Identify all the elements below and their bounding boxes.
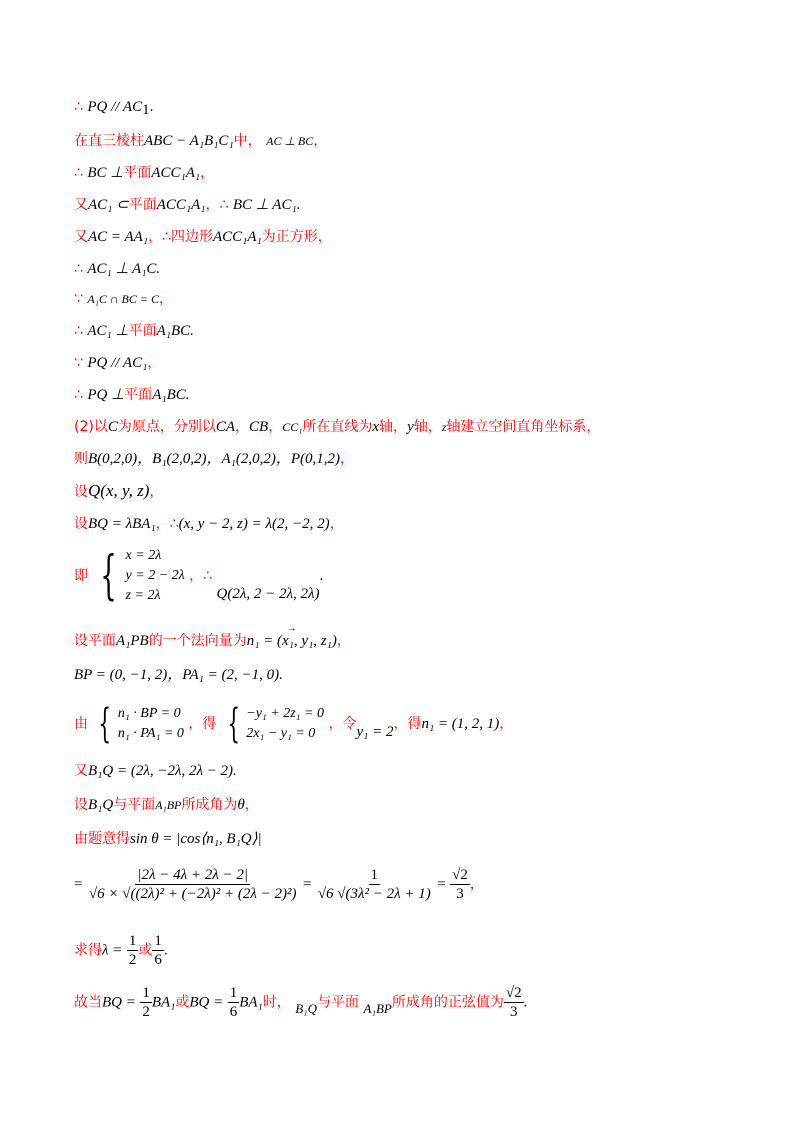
math-symbol: x — [372, 419, 380, 435]
text: 平面 — [123, 165, 152, 181]
text: ，令 — [328, 716, 357, 732]
text: 中， — [233, 133, 262, 149]
equation-system — [221, 701, 324, 747]
numerator: 1 — [128, 933, 137, 949]
text: 为正方形， — [261, 229, 332, 245]
fraction — [450, 866, 470, 903]
text: ， — [235, 419, 250, 435]
text: 或 — [138, 942, 153, 959]
text: ， — [336, 633, 351, 649]
math-expression: BC ⊥ — [87, 165, 124, 181]
numerator: 1 — [142, 985, 150, 1001]
system-lines — [118, 704, 184, 744]
line-19 — [74, 762, 237, 780]
therefore-symbol: ∴ — [74, 323, 83, 339]
math-symbol: θ — [237, 797, 245, 813]
math-expression: n₁ = (1, 2, 1) — [421, 716, 500, 732]
denominator: 6 — [154, 952, 162, 968]
line-1 — [74, 98, 153, 119]
text: 轴， — [379, 419, 408, 435]
math-expression: AC₁ ⊥ A₁C. — [87, 261, 161, 277]
math-expression: y₁ = 2 — [356, 724, 394, 740]
text: 设 — [74, 516, 88, 532]
math-expression: A₁BP — [155, 798, 182, 812]
line-15 — [74, 546, 323, 606]
math-expression: B₁Q — [88, 797, 114, 813]
equation: z = 2λ — [125, 588, 161, 603]
line-24 — [74, 984, 527, 1021]
text: 设 — [74, 797, 88, 813]
math-expression: BQ = λBA₁ — [88, 516, 156, 532]
equation-system — [92, 701, 184, 747]
denominator: √6 × √((2λ)² + (−2λ)² + (2λ − 2)²) — [88, 886, 297, 902]
line-8 — [74, 322, 194, 340]
text: ，得 — [393, 716, 422, 732]
math-symbol: z — [441, 420, 447, 434]
line-4 — [74, 196, 300, 214]
text: 又 — [74, 763, 88, 779]
math-expression: BQ = — [189, 994, 224, 1011]
line-12 — [74, 450, 354, 468]
fraction — [316, 866, 433, 903]
math-expression: BP = (0, −1, 2)，PA₁ = (2, −1, 0). — [74, 667, 283, 683]
line-11 — [74, 418, 600, 436]
text: (2)以 — [74, 419, 108, 435]
math-expression: AC ⊥ BC — [266, 134, 314, 148]
math-expression: sin θ = |cos⟨n₁, B₁Q⟩| — [130, 831, 262, 847]
subscript: 1 — [142, 102, 150, 118]
fraction — [228, 984, 240, 1021]
math-expression: A₁C ∩ BC = C — [87, 292, 159, 306]
math-expression: B(0,2,0)，B₁(2,0,2)，A₁(2,0,2)，P(0,1,2) — [88, 451, 341, 467]
text: 与平面 — [317, 994, 360, 1011]
text: 轴建立空间直角坐标系， — [446, 419, 601, 435]
text: 又 — [74, 197, 88, 213]
text: 或 — [175, 994, 190, 1011]
text: 所在直线为 — [302, 419, 373, 435]
therefore-symbol: ∴ — [74, 165, 83, 181]
line-21 — [74, 830, 262, 848]
line-17 — [74, 666, 283, 684]
text: 故当 — [74, 994, 102, 1011]
line-10 — [74, 386, 189, 404]
fraction — [140, 984, 152, 1021]
numerator: |2λ − 4λ + 2λ − 2| — [137, 867, 248, 883]
math-expression: ABC − A₁B₁C₁ — [144, 133, 234, 149]
math-symbol: CB — [249, 419, 269, 435]
text: ， — [469, 876, 484, 893]
text: 则 — [74, 451, 88, 467]
denominator: 2 — [142, 1004, 150, 1020]
line-23 — [74, 932, 168, 969]
math-expression: PQ ⊥ — [87, 387, 125, 403]
brace-icon: { — [227, 701, 240, 747]
text: 又 — [74, 229, 88, 245]
math-expression: ACC₁A₁ — [151, 165, 201, 181]
text: 由 — [74, 716, 88, 732]
numerator: √2 — [505, 985, 522, 1001]
text: 与平面 — [113, 797, 156, 813]
math-expression: A₁PB — [116, 633, 149, 649]
math-expression: PQ // AC₁ — [87, 355, 148, 371]
math-symbol: y — [407, 419, 414, 435]
math-expression: PQ // AC — [87, 99, 143, 115]
math-expression: B₁Q — [295, 1000, 318, 1016]
punctuation: . — [149, 99, 154, 115]
because-symbol: ∵ — [74, 291, 83, 307]
therefore-symbol: ∴ — [74, 387, 83, 403]
numerator: 1 — [229, 985, 238, 1001]
equation-system — [92, 546, 184, 606]
text: ， — [268, 419, 283, 435]
math-expression: AC₁ ⊥ — [87, 323, 129, 339]
text: ， — [313, 133, 328, 149]
because-symbol: ∵ — [74, 355, 83, 371]
math-expression: λ = — [102, 942, 123, 959]
text: 时， — [262, 994, 291, 1011]
math-expression: A₁BP — [363, 1000, 392, 1016]
punctuation: . — [319, 568, 324, 584]
denominator: 3 — [509, 1004, 518, 1020]
equation: n₁ · PA₁ = 0 — [117, 726, 184, 741]
text: ，∴四边形 — [148, 229, 213, 245]
line-3 — [74, 164, 214, 182]
text: ， — [340, 451, 355, 467]
math-expression: Q(2λ, 2 − 2λ, 2λ) — [216, 586, 320, 602]
math-expression: BA₁ — [151, 994, 176, 1011]
text: 平面 — [124, 387, 153, 403]
text: ， — [149, 484, 164, 500]
math-expression: BQ = — [102, 994, 136, 1011]
punctuation: . — [163, 942, 168, 959]
math-symbol: CA — [215, 419, 236, 435]
math-expression: ACC₁A₁ — [156, 197, 206, 213]
line-22 — [74, 866, 484, 903]
punctuation: . — [523, 994, 528, 1011]
therefore-symbol: ∴ — [74, 261, 83, 277]
therefore-symbol: ∴ — [74, 99, 83, 115]
math-expression: BA₁ — [239, 994, 263, 1011]
equals-sign: = — [302, 876, 312, 893]
equals-sign: = — [437, 876, 446, 893]
text: 即 — [74, 568, 88, 584]
fraction — [152, 932, 164, 969]
text: ， — [200, 165, 215, 181]
line-7 — [74, 290, 173, 308]
math-expression: A₁BC. — [156, 323, 194, 339]
text: 轴， — [413, 419, 442, 435]
numerator: √2 — [452, 867, 468, 883]
line-2 — [74, 132, 327, 150]
text: ， — [499, 716, 514, 732]
text: ，∴ — [155, 516, 179, 532]
equation: 2x₁ − y₁ = 0 — [246, 726, 316, 741]
fraction — [127, 932, 139, 969]
fraction — [87, 866, 299, 903]
brace-icon: { — [98, 701, 112, 747]
math-expression: ACC₁A₁ — [212, 229, 262, 245]
equals-sign: = — [74, 876, 83, 893]
text: ，∴ — [205, 197, 229, 213]
numerator: 1 — [154, 933, 162, 949]
equation: n₁ · BP = 0 — [117, 706, 181, 721]
math-expression: B₁Q = (2λ, −2λ, 2λ − 2). — [88, 763, 237, 779]
math-expression: (x, y − 2, z) = λ(2, −2, 2) — [178, 516, 330, 532]
line-13 — [74, 482, 163, 501]
text: 求得 — [74, 942, 102, 959]
math-expression: AC₁ ⊂ — [88, 197, 129, 213]
text: 由题意得 — [74, 831, 130, 847]
text: ， — [158, 291, 173, 307]
text: 所成角为 — [181, 797, 238, 813]
text: ，∴ — [189, 568, 213, 584]
denominator: 3 — [456, 886, 464, 902]
math-expression: Q(x, y, z) — [88, 481, 150, 500]
line-6 — [74, 260, 160, 278]
equation: x = 2λ — [125, 548, 162, 563]
system-lines — [246, 704, 324, 744]
line-14 — [74, 515, 344, 533]
math-symbol: CC₁ — [282, 420, 303, 434]
text: 的一个法向量为 — [148, 633, 247, 649]
math-expression: BC ⊥ AC₁. — [232, 197, 301, 213]
text: 平面 — [128, 323, 157, 339]
text: ， — [147, 355, 162, 371]
math-expression: AC = AA₁ — [88, 229, 149, 245]
text: 所成角的正弦值为 — [391, 994, 504, 1011]
math-symbol: C — [107, 419, 118, 435]
numerator: 1 — [370, 867, 379, 883]
line-16 — [74, 632, 351, 650]
text: 设平面 — [74, 633, 116, 649]
text: 在直三棱柱 — [74, 133, 144, 149]
text: 平面 — [128, 197, 157, 213]
line-20 — [74, 796, 259, 814]
equation: −y₁ + 2z₁ = 0 — [246, 706, 324, 721]
text: ， — [329, 516, 344, 532]
equation: y = 2 − 2λ — [125, 568, 185, 583]
denominator: 2 — [128, 952, 137, 968]
text: 设 — [74, 484, 88, 500]
text: 为原点，分别以 — [117, 419, 216, 435]
math-expression: → n₁ = (x₁, y₁, z₁) — [247, 632, 337, 650]
line-18 — [74, 701, 514, 747]
math-expression: A₁BC. — [152, 387, 190, 403]
text: ， — [244, 797, 259, 813]
brace-icon: { — [100, 546, 118, 606]
system-lines — [126, 546, 185, 606]
line-5 — [74, 228, 332, 246]
line-9 — [74, 354, 161, 372]
text: ，得 — [188, 716, 217, 732]
fraction — [504, 984, 524, 1021]
denominator: √6 √(3λ² − 2λ + 1) — [317, 886, 431, 902]
denominator: 6 — [229, 1004, 238, 1020]
